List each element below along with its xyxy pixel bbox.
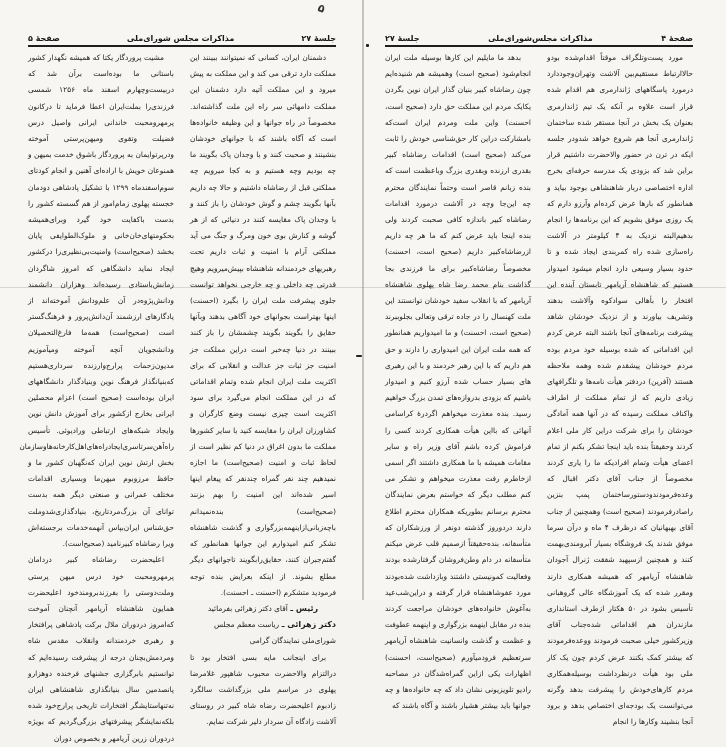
body-paragraph: مشیت پروردگار یکتا که همیشه نگهدار کشور باستانی ما بوده‌است برآن شد که دربیست‌وچهارم اسفند ماه ۱۲۵۶ شمسی فرزندی‌را بملت‌ایران اعطا فرماید تا درکانون پرمهرومحبت خاندانی ایرانی واصیل درس فضیلت وتقوی ومیهن‌پرستی آموخته ودرپرتوایمان به پروردگار باشوق خدمت بمیهن و همنوعان خویش با اراده‌ای آهنین و انجام کودتای سوم‌اسفندماه ۱۲۹۹ با تشکیل پادشاهی دودمان خجسته پهلوی زمام‌امور از هم گسسته کشور را بدست باکفایت خود گیرد وبرای‌همیشه بحکومتهای‌خان‌خانی و ملوک‌الطوایفی پایان بخشد (صحیح‌است) وامنیت‌بی‌نظیری‌را درکشور ایجاد نماید دانشگاهی که امروز شاگردان زمانش‌باستادی رسیده‌اند وهزاران دانشمند ودانش‌پژوه‌در آن علم‌ودانش آموخته‌اند از یادگارهای ارزشمند آن‌دانش‌پرور و فرهنگ‌گستر است (صحیح‌است) همه‌ما فارغ‌التحصیلان ودانشجویان آنچه آموخته ومیآموزیم مدیون‌زحمات پرارج‌وارزنده سرداری‌هستیم که‌بنیانگذار فرهنگ نوین وبنیادگذار دانشگاههای ایران بوده‌است (صحیح است) اعزام محصلین ایرانی بخارج ازکشور برای آموزش دانش نوین وایجاد شبکه‌های ارتباطی ورادیوئی. تأسیس راه‌آهن‌سرتاسری‌ایجادراه‌های‌اهل‌کارخانه‌هاوسازمان بخش ارتش نوین ایران که‌نگهبان کشور ما و حافظ مرزوبوم میهن‌ما وبسیاری اقدامات مختلف عمرانی و صنعتی دیگر همه بدست توانای آن بزرگ‌مرد‌تاریخ، بنیادگذاری‌شدوملت حق‌شناس ایران‌بپاس آنهمه‌خدمات برجسته‌اش ویرا رضاشاه کبیرنامید (صحیح‌است). bbox=[19, 53, 174, 549]
scan-speck bbox=[366, 44, 369, 47]
header-rule bbox=[385, 45, 693, 47]
left-page bbox=[0, 0, 363, 743]
left-page-header bbox=[28, 29, 336, 43]
speaker-text: آقای دکتر زهرائی بفرمائید bbox=[207, 603, 288, 613]
speaker-name: رئیس ـ bbox=[290, 603, 319, 613]
page-number: صفحهٔ ۴ bbox=[661, 34, 693, 43]
running-title: مذاکرات مجلس شورای‌ملی bbox=[126, 34, 235, 43]
speaker-line bbox=[190, 601, 336, 617]
right-page-column-right bbox=[547, 50, 693, 731]
session-number: جلسهٔ ۲۷ bbox=[385, 34, 420, 43]
left-page-column-right bbox=[190, 50, 336, 731]
body-paragraph: بدهد ما مایلیم این کارها بوسیله ملت ایران انجام‌شود (صحیح است) وهمیشه هم شنیده‌ایم چون رضاشاه کبیر بنیان گذار ایران نوین بگردن یکایک مردم این مملکت حق دارد (صحیح است، احسنت) واین ملت ومردم ایران است‌که بامشارکت دراین کار حق‌شناسی خودش را ثابت می‌کند (صحیح است) اقدامات رضاشاه کبیر بقدری ارزنده وبقدری بزرگ وباعظمت است که بنده زبانم قاصر است وحتماً نمایندگان محترم چه این‌جا وچه در آلاشت درمورد اقدامات رضاشاه کبیر باندازه کافی صحبت کردند ولی بنده اینجا باید عرض کنم که ما هر چه داریم ازرضاشاه‌کبیر داریم (صحیح است، احسنت) مخصوصاً رضاشاه‌کبیر برای ما فرزندی بجا گذاشت بنام محمد رضا شاه پهلوی شاهنشاه آریامهر که با انقلاب سفید خودشان توانستند این ملت کهنسال را در جاده ترقی وتعالی بجلوببرند (صحیح است، احسنت) و ما امیدواریم همانطور که همه ملت ایران این امیدواری را دارند و حق هم داریم که با این رهبر خردمند و با این رهبری های بسیار حساب شده آرزو کنیم و امیدوار باشیم که بزودی بدروازه‌های تمدن بزرگ خواهیم رسید. بنده معذرت میخواهم اگردرهٔ کراسامی آنهائی که بااین هیأت همکاری کردند کسی را فراموش کرده باشم آقای وزیر راه و سایر مقامات همیشه با ما همکاری داشتند اگر اسمی ازخاطرم رفت معذرت میخواهم و تشکر می کنم مطلب دیگر که خواستم بعرض نمایندگان محترم برسانم بطوریکه همکاران محترم اطلاع دارند دردوروز گذشته دونفر از ورزشکاران که متأسفانه، بنده‌حقیقتاً ازصمیم قلب عرض میکنم متأسفانه در دام وطن‌فروشان گرفتارشده بودند وفعالیت کمونیستی داشتند وبازداشت شده‌بودند مورد عفوشاهنشاه قرار گرفته و دراین‌شب‌عید به‌آغوش خانواده‌های خودشان مراجعت کردند بنده در مقابل اینهمه بزرگواری و اینهمه عطوفت و عظمت و گذشت وانسانیت شاهنشاه آریامهر سرتعظیم فرودمیآورم (صحیح‌است، احسنت) اظهارات یکی ازاین گمراه‌شدگان در مصاحبه رادیو تلویزیونی نشان داد که چه خانواده‌ها و چه جوانها باید بیشتر هشیار باشند و آگاه باشند که bbox=[384, 53, 531, 711]
header-rule bbox=[28, 45, 336, 47]
left-page-column-left bbox=[19, 50, 174, 747]
session-number: جلسهٔ ۲۷ bbox=[301, 34, 336, 43]
body-paragraph: برای اینجانب مایه بسی افتخار بود تا درالتزام والاحضرت محبوب شاهپور غلامرضا پهلوی در مراسم ملی بزرگداشت سالگرد زادبوم اعلیحضرت رضاه شاه کبیر در روستای آلاشت زادگاه آن سردار دلیر شرکت نمایم. bbox=[190, 652, 336, 727]
speaker-line bbox=[190, 617, 336, 649]
body-paragraph: مورد پست‌وتلگراف موقتاً اقدام‌شده بودو حالاارتباط مستقیم‌بین آلاشت وتهران‌وجوددارد درمورد پاسگاههای ژاندارمری هم اقدام شده قرار است علاوه بر آنکه یک تیم ژاندارمری بعنوان یک بخش در آنجا مستقر شده ساختمان ژاندارمری آنجا هم شروع خواهد شدودر جلسه ایکه در ترن در حضور والاحضرت داشتیم قرار براین شد که بزودی یک مدرسه حرفه‌ای بخرج اداره اختصاصی دربار شاهنشاهی بوجود بیاید و همانطور که بارها عرض کرده‌ام وآرزو دارم که یک روزی موفق بشویم که این برنامه‌ها را انجام بدهیم‌البته نزدیک به ۴ کیلومتر در آلاشت راه‌سازی شده راه کمربندی ایجاد شده و تا حدود بسیار وسیعی دارد انجام میشود امیدوار هستیم که شاهنشاه آریامهر تابستان آینده این افتخار را بأهالی سوادکوه وآلاشت بدهند وتشریف بیاورند و از نزدیک خودشان شاهد پیشرفت برنامه‌های آنجا باشند البته عرض کردم این اقداماتی که شده بوسیله خود مردم بوده مردم خودشان پیشقدم شده وهمه ملاحظه هستند (آفرین) دردفتر هیأت نامه‌ها و تلگرافهای زیادی داریم که از تمام مملکت از اطراف واکناف مملکت رسیده که در آنها همه آمادگی خودشان را برای شرکت دراین کار ملی اعلام کردند وحقیقتاً بنده باید اینجا تشکر بکنم از تمام اعضای هیأت وتمام افرادیکه ما را یاری کردند مخصوصاً از جناب آقای دکتر اقبال که وعده‌فرمودندودستورساختمان پمپ بنزین راصادرفرمودند (صحیح است) وهمچنین از جناب آقای بهبهانیان که درظرف ۴ ماه و درآن سرما موفق شدند یک فروشگاه بسیار آبرومندی‌بهمت کنند و همچنین ازسپهبد شفقت ژنرال آجودان شاهنشاه آریامهر که همیشه همکاری دارند ومقرر شده که یک آموزشگاه عالی گروهبانی تأسیس بشود در ۵۰ هکتار ازطرف استانداری مازندران هم اقداماتی شده‌جناب آقای وزیرکشور خیلی صحبت فرمودند ووعده‌فرمودند که بیشتر کمک بکنند عرض کردم چون یک کار ملی بود هیأت درنظرداشت بوسیله‌همکاری مردم کارهای‌خودش را پیشرفت بدهد وگرنه می‌توانست یک بودجه‌ای اختصاص بدهد و برود آنجا بنشیند وکارها را انجام bbox=[547, 53, 693, 727]
scan-fold-line bbox=[0, 287, 726, 288]
speaker-text: ریاست معظم مجلس شورای‌ملی نمایندگان گرامی bbox=[214, 620, 336, 646]
page-number: صفحهٔ ۵ bbox=[28, 34, 60, 43]
binding-gutter bbox=[362, 0, 364, 600]
right-page-header bbox=[385, 29, 693, 43]
right-page-column-left bbox=[385, 50, 531, 714]
running-title: مذاکرات مجلس‌شورای‌ملی bbox=[488, 34, 593, 43]
right-page bbox=[363, 0, 726, 727]
speaker-name: دکتر زهرائی ـ bbox=[281, 620, 336, 630]
body-paragraph: اعلیحضرت رضاشاه کبیر دردامان پرمهرومحبت خود درس میهن پرستی وملت‌دوستی را بفرزندبرومندخود اعلیحضرت همایون شاهنشاه آریامهر آنچنان آموخت که‌امروز دردوران ملال برکت پادشاهی پرافتخار و رهبری خردمندانه وانقلاب مقدس شاه ومردمش‌بچنان درجه از پیشرفت رسیده‌ایم که توانستیم بابرگزاری جشنهای فرخنده دوهزارو پانصدمین سال بنیانگذاری شاهنشاهی ایران نه‌تنهاستایشگر افتخارات تاریخی پرارج‌خود شده بلکه‌نمایشگر پیشرفتهای بزرگی‌گردیم که بویژه دردوران زرین آریامهر و بخصوص دوران bbox=[28, 555, 174, 743]
corner-page-mark: ۵ bbox=[315, 1, 327, 16]
body-paragraph: دشمنان ایران، کسانی که نمیتوانند ببینند این مملکت دارد ترقی می کند و این مملکت به پیش میرود و این مملکت آتیه دارد دشمنان این مملکت دامهائی سر راه این ملت گذاشته‌اند. مخصوصاً در راه جوانها و این وظیفه خانواده‌ها است که آگاه باشند که با جوانهای خودشان بنشینند و صحبت کنند و با وجدان پاک بگویند ما چه بودیم وچه هستیم و به کجا میرویم چه مملکتی قبل از رضاشاه داشتیم و حالا چه داریم بآنها بگویند چشم و گوش خودشان را باز کنند و با وجدان پاک مقایسه کنند در دنیائی که از هر گوشه و کنارش بوی خون ومرگ و جنگ می آید مملکتی آرام با امنیت و ثبات داریم تحت رهبریهای خردمندانه شاهنشاه بپیش‌میرویم وهیچ قدرتی چه داخلی و چه خارجی نخواهد توانست جلوی پیشرفت ملت ایران را بگیرد (احسنت) اینها بهتراست بجوانهای خود آگاهی بدهند وبآنها حقایق را بگویند بگویند چشمشان را باز کنند ببینند در دنیا چه‌خبر است دراین مملکت جز امنیت جز ثبات جز عدالت و انقلابی که برای اکثریت ملت ایران انجام شده وتمام اقداماتی که در این مملکت انجام می‌گیرد برای سود اکثریت است چیزی نیست وضع کارگران و کشاورزان ایران را مقایسه کنید با سایر کشورها مملکت ما بدون اغراق در دنیا کم نظیر است از لحاظ ثبات و امنیت (صحیح‌است) ما اجازه نمیدهیم چند نفر گمراه چندنفر که پیغام اینها اسیر شده‌اند این امنیت را بهم بزنند (صحیح‌است) بنده‌نمیدانم باچه‌زبانی‌ازاینهمه‌بزرگواری و گذشت شاهنشاه تشکر کنم امیدوارم این جوانها همانطور که گفتم‌جبران کنند، حقایق‌رابگویند تاجوانهای دیگر مطلع بشوند. از اینکه بعرایض بنده توجه فرمودید متشکرم (احسنت ـ احسنت). bbox=[190, 53, 336, 597]
scan-speck bbox=[356, 355, 362, 357]
